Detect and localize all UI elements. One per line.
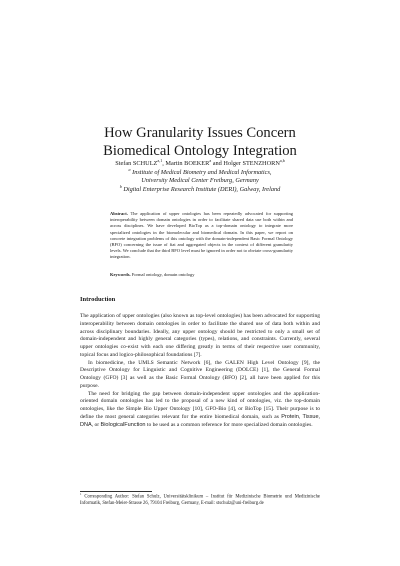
keywords-text: Formal ontology, domain ontology <box>131 272 195 277</box>
abstract-text: The application of upper ontologies has been repeatedly advocated for supporting interoperability between domain ontologies in order to facilitate shared data use both within and across disciplines. We have developed BioTop as a top-domain ontology to integrate more specialized ontologies in the biomolecular and biomedical domain. In this paper, we report on concrete integration problems of this ontology with the domain-independent Basic Formal Ontology (BFO) concerning the issue of fiat and aggregated objects in the context of different granularity levels. We conclude that the third BFO level must be ignored in order not to obviate cross-granularity integration. <box>110 211 294 260</box>
author-block <box>40 157 360 194</box>
paragraph: The application of upper ontologies (also known as top-level ontologies) has been advocated for supporting interoperability between domain ontologies in order to facilitate the shared use of data both within and across disciplinary boundaries. Ideally, any upper ontology should be restricted to only a small set of domain-independent and highly general categories (types), relations, and constraints. Currently, several upper ontologies co-exist with each one differing greatly in terms of their respective user community, topical focus and logico-philosophical foundations [7]. <box>80 313 320 358</box>
title-line: Biomedical Ontology Integration <box>103 143 297 159</box>
paper-title <box>60 124 340 160</box>
body-text <box>80 313 320 429</box>
author-affil-marker: a,b <box>279 157 285 163</box>
author-list: Stefan SCHULZ$^{a,1}$, Martin BOEKER$^a$ and Holger STENZHORN$^{a,b}$ <box>115 157 285 167</box>
abstract <box>110 211 293 261</box>
footnote-rule <box>80 491 152 492</box>
affiliation-a: $^a$ Institute of Medical Biometry and Medical Informatics, <box>128 166 272 176</box>
category-term: Protein <box>281 413 299 420</box>
author-name: Martin BOEKER <box>165 160 210 167</box>
paragraph: In biomedicine, the UMLS Semantic Network [6], the GALEN High Level Ontology [9], the Descriptive Ontology for Linguistic and Cognitive Engineering (DOLCE) [1], the General Formal Ontology (GFO) [3] as well as the Basic Formal Ontology (BFO) [2], all have been applied for this purpose. <box>80 359 320 389</box>
abstract-label: Abstract. <box>110 211 128 216</box>
section-heading: Introduction <box>80 296 116 303</box>
author-name: Stefan SCHULZ <box>115 160 158 167</box>
keywords-label: Keywords. <box>110 272 131 277</box>
footnote-text: Corresponding Author: Stefan Schulz, Universitätsklinikum – Institut für Medizinische Biometrie und Medizinische Informatik, Stefan-Meier-Strasse 26, 79104 Freiburg, Germany, E-mail: stschulz@uni-freiburg.de <box>80 494 320 507</box>
affiliation-b: $^b$ Digital Enterprise Research Institute (DERI), Galway, Ireland <box>119 183 281 193</box>
affiliation-a-line2: University Medical Center Freiburg, Germany <box>141 177 259 185</box>
category-term: DNA <box>80 421 92 428</box>
paragraph: The need for bridging the gap between domain-independent upper ontologies and the application-oriented domain ontologies has led to the proposal of a new kind of ontologies, viz. the top-domain ontologies, like the Simple Bio Upper Ontology [10], GFO-Bio [4], or BioTop [15]. Their purpose is to define the most general categories relevant for the entire biomedical domain, such as Protein, Tissue, DNA, or BiologicalFunction to be used as a common reference for more specialized domain ontologies. <box>80 390 320 428</box>
author-affil-marker: a,1 <box>157 157 163 163</box>
category-term: Tissue <box>302 413 319 420</box>
category-term: BiologicalFunction <box>100 421 146 428</box>
keywords <box>110 272 293 278</box>
author-affil-marker: a <box>209 157 212 163</box>
author-name: Holger STENZHORN <box>223 160 280 167</box>
title-line: How Granularity Issues Concern <box>104 125 296 141</box>
footnote <box>80 494 320 508</box>
footnote-marker: 1 <box>80 492 82 496</box>
